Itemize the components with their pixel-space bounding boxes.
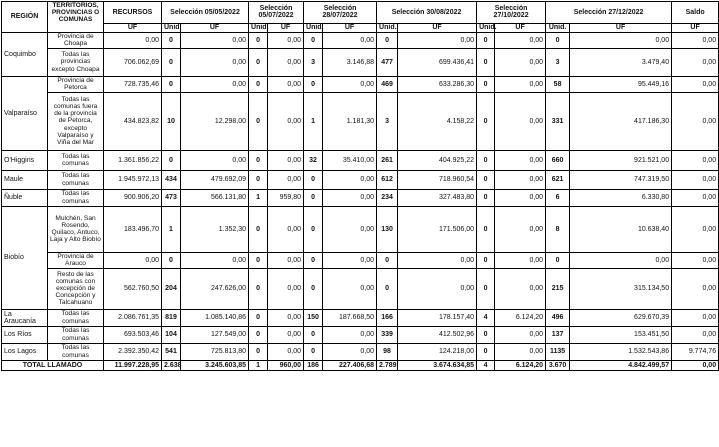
selection-4-uf: 0,00 (495, 189, 546, 206)
selection-2-unid: 0 (304, 268, 323, 309)
selection-5-uf: 417.186,30 (570, 92, 672, 150)
region-name: Ñuble (2, 189, 48, 206)
saldo-cell: 0,00 (672, 252, 719, 268)
recursos-cell: 706.062,69 (104, 48, 162, 76)
selection-0-unid: 819 (162, 309, 181, 326)
selection-4-unid: 0 (477, 170, 495, 189)
recursos-cell: 434.823,82 (104, 92, 162, 150)
saldo-cell: 0,00 (672, 309, 719, 326)
saldo-cell: 0,00 (672, 189, 719, 206)
recursos-cell: 2.392.350,42 (104, 343, 162, 360)
recursos-cell: 900.906,20 (104, 189, 162, 206)
selection-2-unid: 0 (304, 206, 323, 252)
selection-2-uf: 0,00 (323, 252, 377, 268)
selection-2-uf: 35.410,00 (323, 150, 377, 170)
selection-3-uf: 4.158,22 (398, 92, 477, 150)
selection-3-unid: 339 (377, 326, 398, 343)
table-row (2, 189, 719, 206)
territory-cell: Provincia de Petorca (48, 76, 104, 92)
total-selection-3-unid: 2.789 (377, 360, 398, 370)
selection-0-unid: 0 (162, 150, 181, 170)
selection-3-uf: 327.483,80 (398, 189, 477, 206)
header-selection-3-uf: UF (398, 23, 477, 32)
total-label: TOTAL LLAMADO (2, 360, 104, 370)
territory-cell: Todas las comunas (48, 150, 104, 170)
total-saldo: 0,00 (672, 360, 719, 370)
selection-1-uf: 0,00 (268, 170, 304, 189)
header-selection-1: Selección 05/07/2022 (249, 2, 304, 24)
selection-4-unid: 0 (477, 48, 495, 76)
selection-4-uf: 0,00 (495, 76, 546, 92)
selection-0-uf: 1.352,30 (181, 206, 249, 252)
selection-4-unid: 0 (477, 150, 495, 170)
total-selection-4-uf: 6.124,20 (495, 360, 546, 370)
selection-1-uf: 0,00 (268, 268, 304, 309)
selection-1-unid: 0 (249, 150, 268, 170)
header-selection-3: Selección 30/08/2022 (377, 2, 477, 24)
selection-3-unid: 612 (377, 170, 398, 189)
total-recursos: 11.997.228,95 (104, 360, 162, 370)
saldo-cell: 0,00 (672, 48, 719, 76)
selection-5-unid: 8 (546, 206, 570, 252)
selection-3-unid: 130 (377, 206, 398, 252)
selection-4-uf: 0,00 (495, 150, 546, 170)
selection-2-unid: 0 (304, 252, 323, 268)
selection-1-unid: 0 (249, 309, 268, 326)
header-saldo-unit: UF (672, 23, 719, 32)
selection-3-unid: 0 (377, 252, 398, 268)
selection-4-uf: 0,00 (495, 268, 546, 309)
selection-0-uf: 479.692,09 (181, 170, 249, 189)
table-row (2, 150, 719, 170)
selection-4-uf: 0,00 (495, 326, 546, 343)
selection-4-uf: 0,00 (495, 170, 546, 189)
total-row (2, 360, 719, 370)
selection-1-uf: 0,00 (268, 309, 304, 326)
recursos-cell: 728.735,46 (104, 76, 162, 92)
header-territorios: TERRITORIOS, PROVINCIAS O COMUNAS (48, 2, 104, 24)
selection-4-unid: 0 (477, 252, 495, 268)
selection-4-uf: 0,00 (495, 343, 546, 360)
table-row (2, 309, 719, 326)
selection-0-uf: 0,00 (181, 252, 249, 268)
selection-3-uf: 404.925,22 (398, 150, 477, 170)
selection-4-unid: 4 (477, 309, 495, 326)
selection-1-uf: 0,00 (268, 32, 304, 48)
selection-3-unid: 0 (377, 268, 398, 309)
total-selection-0-unid: 2.638 (162, 360, 181, 370)
selection-5-uf: 315.134,50 (570, 268, 672, 309)
header-selection-5-uf: UF (570, 23, 672, 32)
selection-5-unid: 215 (546, 268, 570, 309)
selection-2-uf: 0,00 (323, 343, 377, 360)
total-selection-2-unid: 186 (304, 360, 323, 370)
recursos-cell: 0,00 (104, 252, 162, 268)
recursos-cell: 1.361.856,22 (104, 150, 162, 170)
table-header (2, 2, 719, 33)
selection-2-unid: 0 (304, 76, 323, 92)
header-selection-5-unid: Unid. (546, 23, 570, 32)
recursos-cell: 1.945.972,13 (104, 170, 162, 189)
header-territorios-sub (48, 23, 104, 32)
selection-4-uf: 0,00 (495, 48, 546, 76)
selection-1-unid: 0 (249, 343, 268, 360)
table-body (2, 32, 719, 370)
selection-1-uf: 0,00 (268, 92, 304, 150)
selection-0-uf: 1.085.140,86 (181, 309, 249, 326)
selection-0-uf: 566.131,80 (181, 189, 249, 206)
selection-0-unid: 0 (162, 252, 181, 268)
selection-0-uf: 0,00 (181, 32, 249, 48)
selection-1-unid: 0 (249, 92, 268, 150)
selection-2-unid: 32 (304, 150, 323, 170)
selection-3-uf: 124.218,00 (398, 343, 477, 360)
selection-0-unid: 204 (162, 268, 181, 309)
selection-1-unid: 0 (249, 326, 268, 343)
selection-1-uf: 0,00 (268, 48, 304, 76)
selection-2-unid: 3 (304, 48, 323, 76)
selection-2-uf: 0,00 (323, 206, 377, 252)
header-selection-1-uf: UF (268, 23, 304, 32)
territory-cell: Resto de las comunas con excepción de Concepción y Talcahuano (48, 268, 104, 309)
selection-3-unid: 166 (377, 309, 398, 326)
territory-cell: Mulchén, San Rosendo, Quilaco, Antuco, Laja y Alto Biobío (48, 206, 104, 252)
selection-3-uf: 178.157,40 (398, 309, 477, 326)
header-selection-4-uf: UF (495, 23, 546, 32)
selection-1-unid: 0 (249, 170, 268, 189)
selection-0-unid: 0 (162, 48, 181, 76)
selection-2-unid: 0 (304, 189, 323, 206)
header-region: REGIÓN (2, 2, 48, 33)
saldo-cell: 0,00 (672, 76, 719, 92)
selection-0-unid: 104 (162, 326, 181, 343)
selection-1-unid: 0 (249, 48, 268, 76)
selection-0-unid: 0 (162, 32, 181, 48)
selection-3-uf: 171.506,00 (398, 206, 477, 252)
selection-2-unid: 0 (304, 343, 323, 360)
selection-1-unid: 0 (249, 76, 268, 92)
selection-5-unid: 660 (546, 150, 570, 170)
selection-4-uf: 6.124,20 (495, 309, 546, 326)
selection-2-uf: 0,00 (323, 189, 377, 206)
selection-2-uf: 0,00 (323, 170, 377, 189)
selection-4-uf: 0,00 (495, 92, 546, 150)
resource-allocation-table (1, 1, 719, 371)
selection-4-unid: 0 (477, 206, 495, 252)
table-row (2, 268, 719, 309)
selection-3-uf: 0,00 (398, 32, 477, 48)
header-saldo: Saldo (672, 2, 719, 24)
selection-3-unid: 469 (377, 76, 398, 92)
recursos-cell: 183.496,70 (104, 206, 162, 252)
selection-0-unid: 541 (162, 343, 181, 360)
region-name: La Araucanía (2, 309, 48, 326)
selection-0-uf: 0,00 (181, 76, 249, 92)
selection-1-unid: 0 (249, 252, 268, 268)
selection-1-uf: 0,00 (268, 326, 304, 343)
selection-0-uf: 247.626,00 (181, 268, 249, 309)
table-row (2, 170, 719, 189)
selection-1-unid: 0 (249, 32, 268, 48)
selection-0-uf: 725.813,80 (181, 343, 249, 360)
selection-4-unid: 0 (477, 76, 495, 92)
selection-1-unid: 1 (249, 189, 268, 206)
selection-3-unid: 234 (377, 189, 398, 206)
selection-3-uf: 0,00 (398, 252, 477, 268)
total-selection-0-uf: 3.245.603,85 (181, 360, 249, 370)
selection-0-uf: 12.298,00 (181, 92, 249, 150)
table-row (2, 252, 719, 268)
header-selection-4-unid: Unid. (477, 23, 495, 32)
header-recursos: RECURSOS (104, 2, 162, 24)
selection-4-unid: 0 (477, 268, 495, 309)
region-name: Maule (2, 170, 48, 189)
territory-cell: Todas las comunas (48, 326, 104, 343)
selection-0-unid: 10 (162, 92, 181, 150)
saldo-cell: 0,00 (672, 326, 719, 343)
selection-5-uf: 95.449,16 (570, 76, 672, 92)
total-selection-1-unid: 1 (249, 360, 268, 370)
selection-5-uf: 921.521,00 (570, 150, 672, 170)
selection-5-unid: 621 (546, 170, 570, 189)
territory-cell: Todas las comunas (48, 170, 104, 189)
selection-5-uf: 1.532.543,86 (570, 343, 672, 360)
header-selection-0-uf: UF (181, 23, 249, 32)
selection-1-unid: 0 (249, 268, 268, 309)
selection-5-unid: 496 (546, 309, 570, 326)
selection-2-unid: 1 (304, 92, 323, 150)
recursos-cell: 0,00 (104, 32, 162, 48)
total-selection-4-unid: 4 (477, 360, 495, 370)
selection-3-unid: 0 (377, 32, 398, 48)
territory-cell: Todas las comunas (48, 309, 104, 326)
territory-cell: Todas las comunas fuera de la provincia de Petorca, excepto Valparaíso y Viña del Mar (48, 92, 104, 150)
selection-3-unid: 261 (377, 150, 398, 170)
selection-5-uf: 0,00 (570, 252, 672, 268)
table-row (2, 32, 719, 48)
selection-2-unid: 0 (304, 32, 323, 48)
selection-3-uf: 633.286,30 (398, 76, 477, 92)
selection-1-uf: 0,00 (268, 252, 304, 268)
selection-1-uf: 959,80 (268, 189, 304, 206)
selection-5-unid: 331 (546, 92, 570, 150)
selection-0-unid: 1 (162, 206, 181, 252)
selection-3-uf: 718.960,54 (398, 170, 477, 189)
selection-2-uf: 0,00 (323, 268, 377, 309)
saldo-cell: 0,00 (672, 170, 719, 189)
selection-3-unid: 98 (377, 343, 398, 360)
header-selection-1-unid: Unid. (249, 23, 268, 32)
selection-2-uf: 187.668,50 (323, 309, 377, 326)
selection-4-unid: 0 (477, 189, 495, 206)
table-row (2, 326, 719, 343)
total-selection-3-uf: 3.674.634,85 (398, 360, 477, 370)
territory-cell: Todas las comunas (48, 343, 104, 360)
selection-2-unid: 0 (304, 170, 323, 189)
region-name: Coquimbo (2, 32, 48, 76)
table-row (2, 206, 719, 252)
selection-5-uf: 10.638,40 (570, 206, 672, 252)
selection-1-uf: 0,00 (268, 150, 304, 170)
header-selection-0-unid: Unid. (162, 23, 181, 32)
table-row (2, 76, 719, 92)
selection-5-uf: 629.670,39 (570, 309, 672, 326)
selection-4-unid: 0 (477, 326, 495, 343)
saldo-cell: 0,00 (672, 268, 719, 309)
saldo-cell: 0,00 (672, 32, 719, 48)
table-row (2, 343, 719, 360)
selection-4-uf: 0,00 (495, 252, 546, 268)
selection-5-uf: 3.479,40 (570, 48, 672, 76)
selection-4-uf: 0,00 (495, 32, 546, 48)
header-selection-2: Selección 28/07/2022 (304, 2, 377, 24)
region-name: Los Ríos (2, 326, 48, 343)
region-name: Valparaíso (2, 76, 48, 150)
selection-1-uf: 0,00 (268, 343, 304, 360)
saldo-cell: 0,00 (672, 150, 719, 170)
selection-5-unid: 0 (546, 32, 570, 48)
selection-5-uf: 0,00 (570, 32, 672, 48)
selection-5-unid: 0 (546, 252, 570, 268)
table-row (2, 48, 719, 76)
selection-4-unid: 0 (477, 92, 495, 150)
selection-3-unid: 3 (377, 92, 398, 150)
territory-cell: Todas las provincias excepto Choapa (48, 48, 104, 76)
header-selection-2-unid: Unid. (304, 23, 323, 32)
saldo-cell: 9.774,76 (672, 343, 719, 360)
selection-3-uf: 0,00 (398, 268, 477, 309)
selection-2-uf: 3.146,88 (323, 48, 377, 76)
selection-0-unid: 434 (162, 170, 181, 189)
selection-3-uf: 699.436,41 (398, 48, 477, 76)
total-selection-1-uf: 960,00 (268, 360, 304, 370)
selection-1-unid: 0 (249, 206, 268, 252)
selection-0-uf: 127.549,00 (181, 326, 249, 343)
selection-5-unid: 3 (546, 48, 570, 76)
header-recursos-unit: UF (104, 23, 162, 32)
total-selection-5-uf: 4.842.499,57 (570, 360, 672, 370)
region-name: Los Lagos (2, 343, 48, 360)
region-name: Biobío (2, 206, 48, 309)
selection-5-unid: 6 (546, 189, 570, 206)
region-name: O'Higgins (2, 150, 48, 170)
territory-cell: Provincia de Arauco (48, 252, 104, 268)
selection-1-uf: 0,00 (268, 206, 304, 252)
selection-4-unid: 0 (477, 32, 495, 48)
selection-3-uf: 412.502,96 (398, 326, 477, 343)
selection-0-unid: 473 (162, 189, 181, 206)
saldo-cell: 0,00 (672, 206, 719, 252)
selection-5-uf: 6.330,80 (570, 189, 672, 206)
selection-5-unid: 58 (546, 76, 570, 92)
recursos-cell: 562.760,50 (104, 268, 162, 309)
selection-0-unid: 0 (162, 76, 181, 92)
selection-5-unid: 1135 (546, 343, 570, 360)
selection-5-unid: 137 (546, 326, 570, 343)
selection-2-uf: 0,00 (323, 76, 377, 92)
territory-cell: Provincia de Choapa (48, 32, 104, 48)
selection-5-uf: 153.451,50 (570, 326, 672, 343)
header-selection-5: Selección 27/12/2022 (546, 2, 672, 24)
selection-2-uf: 1.181,30 (323, 92, 377, 150)
selection-2-unid: 150 (304, 309, 323, 326)
table-row (2, 92, 719, 150)
header-selection-4: Selección 27/10/2022 (477, 2, 546, 24)
selection-5-uf: 747.319,50 (570, 170, 672, 189)
selection-2-uf: 0,00 (323, 32, 377, 48)
recursos-cell: 2.086.761,35 (104, 309, 162, 326)
selection-4-uf: 0,00 (495, 206, 546, 252)
header-selection-0: Selección 05/05/2022 (162, 2, 249, 24)
selection-0-uf: 0,00 (181, 150, 249, 170)
selection-3-unid: 477 (377, 48, 398, 76)
selection-0-uf: 0,00 (181, 48, 249, 76)
selection-4-unid: 0 (477, 343, 495, 360)
total-selection-5-unid: 3.670 (546, 360, 570, 370)
territory-cell: Todas las comunas (48, 189, 104, 206)
header-selection-2-uf: UF (323, 23, 377, 32)
selection-2-uf: 0,00 (323, 326, 377, 343)
saldo-cell: 0,00 (672, 92, 719, 150)
header-selection-3-unid: Unid. (377, 23, 398, 32)
selection-2-unid: 0 (304, 326, 323, 343)
recursos-cell: 693.503,46 (104, 326, 162, 343)
selection-1-uf: 0,00 (268, 76, 304, 92)
total-selection-2-uf: 227.406,68 (323, 360, 377, 370)
